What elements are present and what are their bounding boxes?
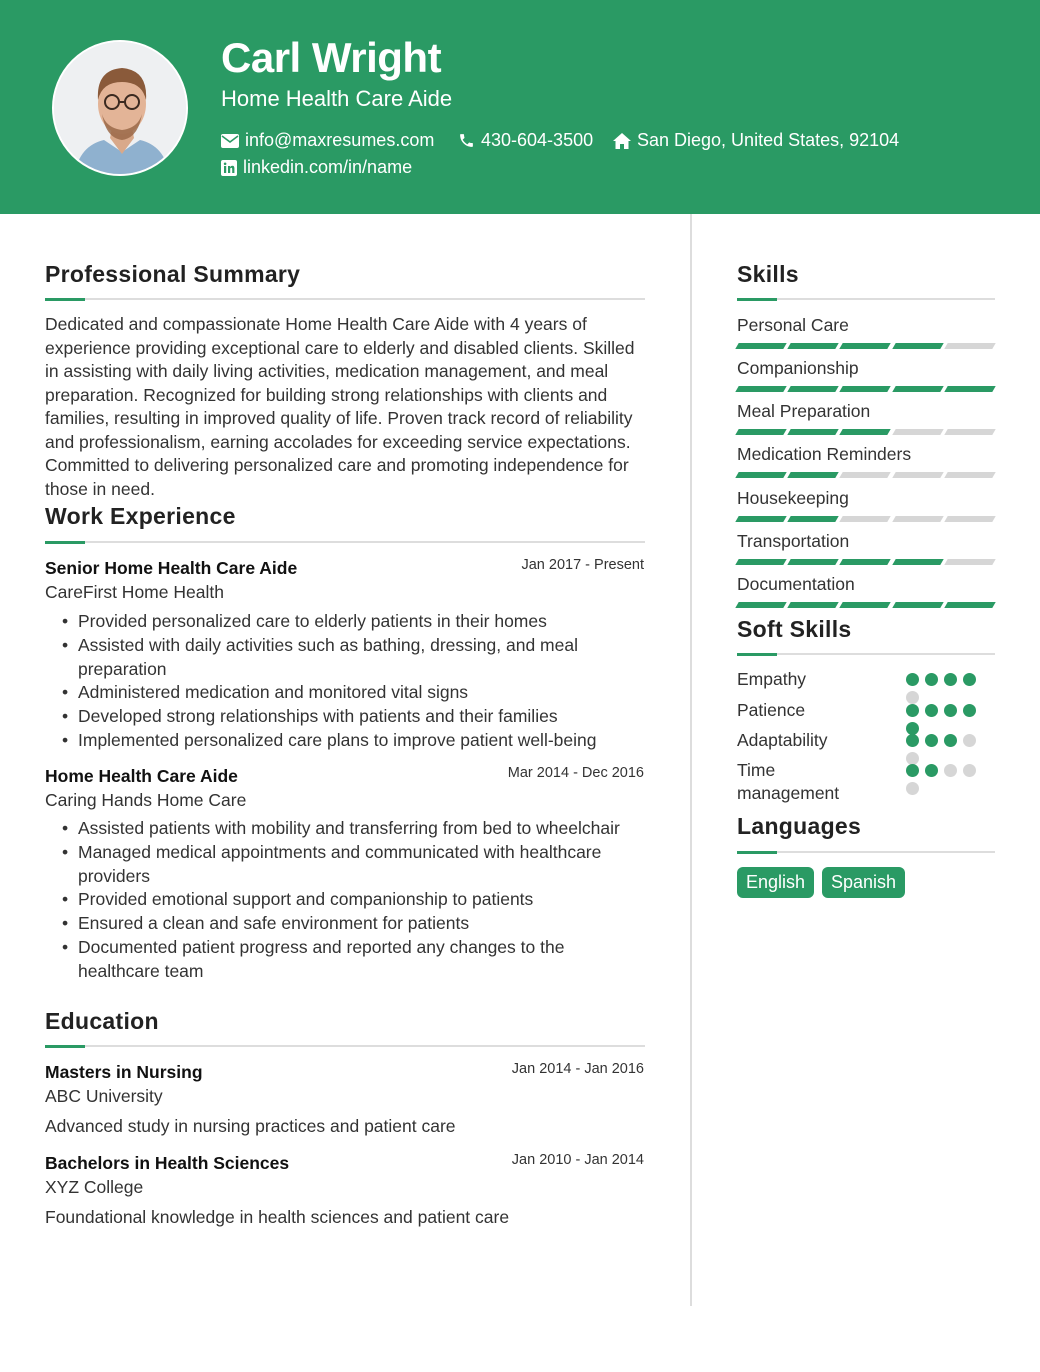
skill-name: Medication Reminders	[737, 444, 912, 464]
skill-segment	[787, 386, 839, 392]
soft-skill-name: Time management	[737, 760, 840, 803]
bullet-item: • Managed medical appointments and communicated with healthcare providers	[60, 841, 650, 889]
bullet-item: • Provided personalized care to elderly patients in their homes	[60, 610, 650, 634]
skill-name: Documentation	[737, 574, 855, 594]
bullet-item: • Provided emotional support and companionship to patients	[60, 888, 650, 912]
skill-segment	[892, 386, 944, 392]
home-icon	[613, 133, 631, 149]
skill-segment	[840, 602, 892, 608]
soft-skill-rating	[906, 764, 986, 795]
linkedin-icon	[221, 160, 237, 176]
skill-segment	[787, 516, 839, 522]
skill-segment	[840, 516, 892, 522]
phone-text: 430-604-3500	[481, 130, 594, 150]
phone-icon	[458, 132, 475, 149]
skill-level-bar	[737, 343, 994, 349]
soft-skill-name: Adaptability	[737, 730, 828, 750]
skill-segment	[735, 602, 787, 608]
experience-rule	[45, 541, 645, 543]
rating-dot	[944, 734, 957, 747]
skill-segment	[787, 429, 839, 435]
skill-segment	[944, 429, 996, 435]
soft-skills-heading: Soft Skills	[737, 616, 852, 642]
rating-dot	[963, 764, 976, 777]
languages-heading: Languages	[737, 813, 862, 839]
degree-description: Foundational knowledge in health sciences and patient care	[45, 1207, 510, 1227]
rating-dot	[925, 673, 938, 686]
skill-segment	[944, 343, 996, 349]
soft-skill-name: Empathy	[737, 669, 807, 689]
skill-name: Companionship	[737, 358, 859, 378]
job-company: CareFirst Home Health	[45, 582, 224, 602]
skill-segment	[735, 429, 787, 435]
envelope-icon	[221, 134, 239, 148]
skill-segment	[787, 343, 839, 349]
bullet-item: • Assisted patients with mobility and transferring from bed to wheelchair	[60, 817, 650, 841]
skill-level-bar	[737, 472, 994, 478]
languages-rule	[737, 851, 995, 853]
education-rule	[45, 1045, 645, 1047]
degree-title: Bachelors in Health Sciences	[45, 1153, 290, 1173]
profile-photo	[52, 40, 188, 176]
job-title: Home Health Care Aide	[45, 766, 238, 786]
skill-segment	[892, 472, 944, 478]
language-badge: English	[737, 867, 814, 898]
linkedin-text: linkedin.com/in/name	[243, 157, 413, 177]
rating-dot	[944, 673, 957, 686]
education-heading: Education	[45, 1008, 159, 1034]
skill-level-bar	[737, 516, 994, 522]
school-name: XYZ College	[45, 1177, 144, 1197]
rating-dot	[963, 673, 976, 686]
rating-dot	[906, 782, 919, 795]
soft-skill-rating	[906, 673, 986, 704]
rating-dot	[925, 734, 938, 747]
rating-dot	[906, 734, 919, 747]
soft-skill-name: Patience	[737, 700, 806, 720]
summary-text: Dedicated and compassionate Home Health Care Aide with 4 years of experience providing exceptional care to elderly and disabled clients. Skilled in assisting with daily living activities, medication management, and meal preparation. Recognized for building strong relationships with clients and families, resulting in improved quality of life. Proven track record of reliability and professionalism, earning accolades for exceeding service expectations. Committed to delivering personalized care and promoting independence for those in need.	[45, 314, 635, 499]
soft-skill-rating	[906, 704, 986, 735]
skill-segment	[944, 472, 996, 478]
job-title: Senior Home Health Care Aide	[45, 558, 298, 578]
location-text: San Diego, United States, 92104	[637, 130, 900, 150]
skill-segment	[840, 429, 892, 435]
skill-name: Transportation	[737, 531, 850, 551]
skill-level-bar	[737, 559, 994, 565]
skill-segment	[892, 559, 944, 565]
bullet-item: • Implemented personalized care plans to improve patient well-being	[60, 729, 650, 753]
soft-skills-rule	[737, 653, 995, 655]
phone-contact[interactable]	[458, 130, 593, 151]
bullet-item: • Documented patient progress and reported any changes to the healthcare team	[60, 936, 650, 984]
rating-dot	[944, 704, 957, 717]
skill-name: Personal Care	[737, 315, 849, 335]
bullet-item: • Assisted with daily activities such as bathing, dressing, and meal preparation	[60, 634, 650, 682]
degree-description: Advanced study in nursing practices and patient care	[45, 1116, 456, 1136]
skill-name: Housekeeping	[737, 488, 849, 508]
skill-segment	[944, 602, 996, 608]
skill-segment	[840, 559, 892, 565]
job-bullets	[60, 610, 650, 753]
skill-segment	[787, 472, 839, 478]
skill-segment	[892, 343, 944, 349]
rating-dot	[963, 704, 976, 717]
degree-date: Jan 2010 - Jan 2014	[511, 1152, 644, 1168]
skill-level-bar	[737, 386, 994, 392]
summary-rule	[45, 298, 645, 300]
skill-segment	[840, 343, 892, 349]
skill-level-bar	[737, 602, 994, 608]
rating-dot	[906, 704, 919, 717]
experience-heading: Work Experience	[45, 503, 236, 529]
bullet-item: • Ensured a clean and safe environment for patients	[60, 912, 650, 936]
skill-segment	[840, 386, 892, 392]
language-badge: Spanish	[822, 867, 905, 898]
email-contact[interactable]	[221, 130, 434, 151]
rating-dot	[906, 764, 919, 777]
job-bullets	[60, 817, 650, 984]
skill-segment	[735, 343, 787, 349]
skill-segment	[840, 472, 892, 478]
skill-segment	[944, 559, 996, 565]
skill-segment	[735, 472, 787, 478]
skill-segment	[892, 429, 944, 435]
job-date: Mar 2014 - Dec 2016	[507, 765, 644, 781]
header-banner	[0, 0, 1040, 214]
school-name: ABC University	[45, 1086, 163, 1106]
summary-heading: Professional Summary	[45, 261, 301, 287]
skill-segment	[892, 516, 944, 522]
rating-dot	[925, 764, 938, 777]
job-date: Jan 2017 - Present	[521, 557, 644, 573]
skill-segment	[944, 516, 996, 522]
rating-dot	[925, 704, 938, 717]
rating-dot	[944, 764, 957, 777]
email-text: info@maxresumes.com	[245, 130, 435, 150]
skill-segment	[735, 559, 787, 565]
location-contact	[613, 130, 899, 151]
skills-heading: Skills	[737, 261, 799, 287]
degree-title: Masters in Nursing	[45, 1062, 203, 1082]
column-divider	[690, 214, 692, 1306]
degree-date: Jan 2014 - Jan 2016	[511, 1061, 644, 1077]
candidate-role: Home Health Care Aide	[221, 86, 453, 111]
linkedin-contact[interactable]	[221, 157, 412, 178]
skills-rule	[737, 298, 995, 300]
skill-level-bar	[737, 429, 994, 435]
skill-segment	[944, 386, 996, 392]
rating-dot	[906, 673, 919, 686]
rating-dot	[906, 691, 919, 704]
skill-segment	[787, 602, 839, 608]
skill-segment	[892, 602, 944, 608]
rating-dot	[963, 734, 976, 747]
soft-skill-rating	[906, 734, 986, 765]
skill-name: Meal Preparation	[737, 401, 871, 421]
skill-segment	[735, 516, 787, 522]
bullet-item: • Developed strong relationships with patients and their families	[60, 705, 650, 729]
skill-segment	[735, 386, 787, 392]
bullet-item: • Administered medication and monitored vital signs	[60, 681, 650, 705]
job-company: Caring Hands Home Care	[45, 790, 247, 810]
skill-segment	[787, 559, 839, 565]
candidate-name: Carl Wright	[221, 34, 442, 81]
